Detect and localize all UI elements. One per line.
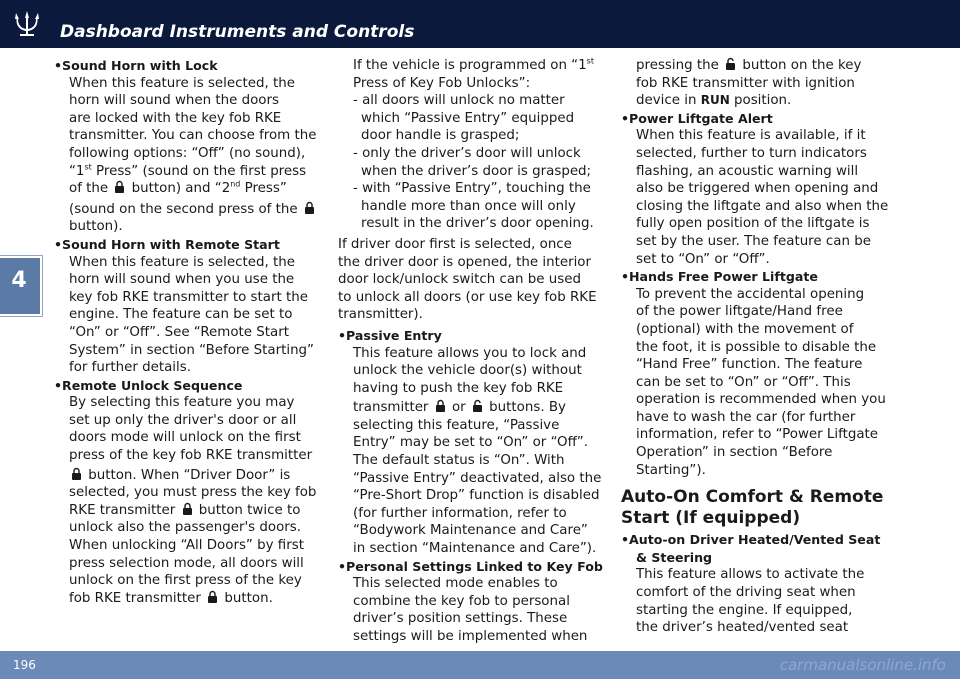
- text-line: - all doors will unlock no matter: [353, 93, 565, 109]
- section-heading-line: Auto-On Comfort & Remote: [621, 487, 884, 508]
- text-line: If driver door first is selected, once: [338, 236, 572, 252]
- text-line: the driver door is opened, the interior: [338, 254, 592, 270]
- text-line: to unlock all doors (or use key fob RKE: [338, 289, 597, 305]
- text-line: When this feature is available, if it: [636, 128, 866, 144]
- text-line: set up only the driver's door or all: [69, 412, 297, 428]
- bullet-heading: •Power Liftgate Alert: [621, 110, 773, 126]
- paragraph: [338, 57, 613, 92]
- text-line: set by the user. The feature can be: [636, 233, 871, 249]
- text-line: When this feature is selected, the: [69, 254, 295, 270]
- text-line: horn will sound when the doors: [69, 93, 279, 109]
- bullet-heading: •Remote Unlock Sequence: [54, 377, 243, 393]
- bullet-body: [621, 286, 901, 480]
- text-line: operation is recommended when you: [636, 392, 886, 408]
- text-line: (for further information, refer to: [353, 505, 567, 521]
- section-title: Dashboard Instruments and Controls: [60, 22, 415, 42]
- page-footer: [0, 651, 960, 679]
- text-line: of the button) and “2nd Press”: [69, 179, 287, 197]
- bullet-body: [338, 575, 613, 645]
- watermark: carmanualsonline.info: [779, 656, 946, 674]
- text-line: This feature allows to activate the: [636, 567, 865, 583]
- text-line: having to push the key fob RKE: [353, 380, 564, 396]
- text-line: unlock also the passenger's doors.: [69, 520, 302, 536]
- text-line: Operation” in section “Before: [636, 445, 833, 461]
- bullet-body: [54, 394, 329, 607]
- text-line: of the power liftgate/Hand free: [636, 304, 843, 320]
- padlock-icon: [71, 467, 82, 481]
- padlock-icon: [435, 399, 446, 413]
- text-line: result in the driver’s door opening.: [361, 216, 594, 232]
- padlock-open-icon: [472, 399, 483, 413]
- bullet-heading-cont: & Steering: [636, 549, 713, 565]
- text-line: - with “Passive Entry”, touching the: [353, 181, 591, 197]
- text-line: unlock the vehicle door(s) without: [353, 363, 582, 379]
- bullet-body: [54, 75, 329, 236]
- text-line: closing the liftgate and also when the: [636, 198, 889, 214]
- text-line: driver’s position settings. These: [353, 611, 568, 627]
- text-line: starting the engine. If equipped,: [636, 602, 853, 618]
- text-line: Press of Key Fob Unlocks”:: [353, 75, 531, 91]
- chapter-number: 4: [11, 268, 27, 293]
- text-line: handle more than once will only: [361, 198, 576, 214]
- text-line: key fob RKE transmitter to start the: [69, 289, 308, 305]
- bullet-heading: •Sound Horn with Remote Start: [54, 236, 280, 252]
- text-line: By selecting this feature you may: [69, 395, 295, 411]
- text-line: transmitter. You can choose from the: [69, 128, 317, 144]
- text-line: in section “Maintenance and Care”).: [353, 541, 597, 557]
- text-line: This selected mode enables to: [353, 576, 558, 592]
- bullet-heading: •Auto-on Driver Heated/Vented Seat: [621, 532, 881, 548]
- text-line: set to “On” or “Off”.: [636, 251, 770, 267]
- text-line: “1st Press” (sound on the first press: [69, 162, 307, 179]
- bullet-body: [621, 566, 901, 636]
- text-line: following options: “Off” (no sound),: [69, 145, 306, 161]
- text-line: transmitter or buttons. By: [353, 400, 566, 416]
- text-line: (sound on the second press of the: [69, 201, 329, 219]
- bullet-body: [338, 345, 613, 558]
- text-line: “Pre-Short Drop” function is disabled: [353, 488, 600, 504]
- text-line: have to wash the car (for further: [636, 409, 856, 425]
- text-line: can be set to “On” or “Off”. This: [636, 374, 851, 390]
- chapter-tab[interactable]: [0, 256, 42, 316]
- text-line: button).: [69, 219, 123, 235]
- paragraph: [621, 57, 901, 110]
- text-line: for further details.: [69, 360, 191, 376]
- page-number: 196: [13, 658, 36, 672]
- text-line: RKE transmitter button twice to: [69, 502, 301, 518]
- text-line: which “Passive Entry” equipped: [361, 110, 575, 126]
- text-line: selected, further to turn indicators: [636, 145, 867, 161]
- bullet-heading: •Passive Entry: [338, 327, 442, 343]
- section-heading: [621, 487, 901, 529]
- text-line: System” in section “Before Starting”: [69, 342, 314, 358]
- bullet-body: [54, 254, 329, 377]
- text-line: “On” or “Off”. See “Remote Start: [69, 324, 289, 340]
- text-line: are locked with the key fob RKE: [69, 110, 282, 126]
- text-line: flashing, an acoustic warning will: [636, 163, 859, 179]
- padlock-icon: [304, 201, 315, 215]
- bullet-heading: •Sound Horn with Lock: [54, 58, 218, 73]
- text-line: press of the key fob RKE transmitter: [69, 448, 313, 464]
- text-line: - only the driver’s door will unlock: [353, 145, 581, 161]
- text-line: also be triggered when opening and: [636, 181, 879, 197]
- text-line: door handle is grasped;: [361, 128, 520, 144]
- text-line: pressing the button on the key: [636, 58, 862, 73]
- text-line: the driver’s heated/vented seat: [636, 620, 849, 636]
- paragraph: [338, 236, 613, 324]
- text-line: the foot, it is possible to disable the: [636, 339, 877, 355]
- text-line: Entry” may be set to “On” or “Off”.: [353, 435, 588, 451]
- text-line: doors mode will unlock on the first: [69, 430, 301, 446]
- text-line: “Hand Free” function. The feature: [636, 357, 863, 373]
- text-line: fully open position of the liftgate is: [636, 216, 870, 232]
- text-line: When unlocking “All Doors” by first: [69, 538, 304, 554]
- text-line: (optional) with the movement of: [636, 321, 854, 337]
- column-right: [621, 57, 901, 637]
- text-line: selected, you must press the key fob: [69, 485, 317, 501]
- column-middle: [338, 57, 613, 646]
- text-line: When this feature is selected, the: [69, 75, 295, 91]
- text-line: when the driver’s door is grasped;: [361, 163, 592, 179]
- trident-logo-icon: [10, 9, 44, 39]
- text-line: device in RUN position.: [636, 93, 792, 109]
- text-line: combine the key fob to personal: [353, 593, 570, 609]
- column-left: [54, 57, 329, 607]
- text-line: settings will be implemented when: [353, 629, 588, 644]
- text-line: This feature allows you to lock and: [353, 345, 587, 361]
- padlock-icon: [114, 180, 125, 194]
- text-line: horn will sound when you use the: [69, 272, 295, 288]
- bullet-heading: •Hands Free Power Liftgate: [621, 269, 818, 285]
- bullet-body: [621, 127, 901, 268]
- text-line: unlock on the first press of the key: [69, 573, 302, 589]
- text-line: engine. The feature can be set to: [69, 307, 293, 323]
- text-line: transmitter).: [338, 307, 423, 323]
- text-line: button. When “Driver Door” is: [69, 467, 329, 485]
- text-line: “Passive Entry” deactivated, also the: [353, 470, 602, 486]
- bullet-heading: •Personal Settings Linked to Key Fob: [338, 558, 603, 574]
- padlock-icon: [182, 502, 193, 516]
- text-line: fob RKE transmitter with ignition: [636, 75, 855, 91]
- text-line: “Bodywork Maintenance and Care”: [353, 523, 588, 539]
- section-heading-line: Start (If equipped): [621, 508, 801, 529]
- text-line: press selection mode, all doors will: [69, 555, 304, 571]
- text-line: fob RKE transmitter button.: [69, 590, 273, 606]
- page-header: [0, 0, 960, 48]
- padlock-icon: [207, 590, 218, 604]
- text-line: selecting this feature, “Passive: [353, 417, 560, 433]
- text-line: door lock/unlock switch can be used: [338, 272, 581, 288]
- dash-list: [338, 92, 613, 233]
- text-line: If the vehicle is programmed on “1st: [353, 56, 594, 73]
- text-line: comfort of the driving seat when: [636, 585, 856, 601]
- text-line: information, refer to “Power Liftgate: [636, 427, 879, 443]
- text-line: The default status is “On”. With: [353, 453, 565, 469]
- text-line: To prevent the accidental opening: [636, 286, 865, 302]
- padlock-open-icon: [725, 57, 736, 71]
- text-line: Starting”).: [636, 462, 706, 478]
